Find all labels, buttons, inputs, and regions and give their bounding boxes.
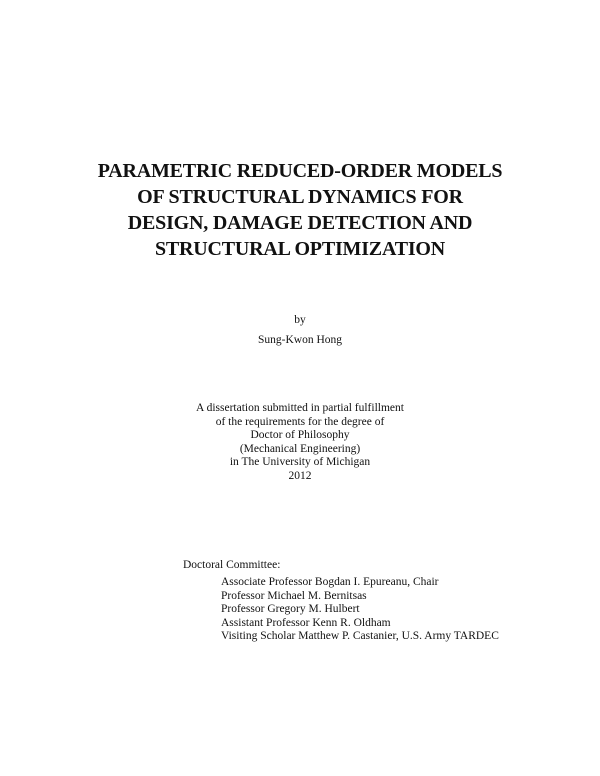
by-label: by [294, 314, 306, 326]
committee-member: Associate Professor Bogdan I. Epureanu, Chair [221, 576, 439, 588]
title-line-3: DESIGN, DAMAGE DETECTION AND [127, 212, 473, 234]
committee-member: Assistant Professor Kenn R. Oldham [221, 616, 391, 629]
title-line-2: OF STRUCTURAL DYNAMICS FOR [137, 186, 463, 208]
committee-member: Visiting Scholar Matthew P. Castanier, U.S. Army TARDEC [221, 630, 499, 643]
statement-line-3: Doctor of Philosophy [250, 429, 350, 442]
dissertation-statement [0, 402, 600, 484]
statement-year: 2012 [288, 469, 312, 482]
title-line-4: STRUCTURAL OPTIMIZATION [154, 238, 446, 260]
committee-list [221, 576, 499, 644]
committee-heading: Doctoral Committee: [183, 559, 281, 571]
author-name: Sung-Kwon Hong [257, 334, 342, 346]
statement-line-4: (Mechanical Engineering) [239, 442, 361, 455]
title-line-1: PARAMETRIC REDUCED-ORDER MODELS [97, 160, 503, 182]
dissertation-title [0, 158, 600, 262]
statement-line-1: A dissertation submitted in partial fulfillment [196, 402, 404, 414]
committee-member: Professor Gregory M. Hulbert [221, 603, 360, 616]
statement-line-5: in The University of Michigan [229, 456, 371, 469]
statement-line-2: of the requirements for the degree of [215, 415, 385, 428]
committee-member: Professor Michael M. Bernitsas [221, 589, 367, 602]
